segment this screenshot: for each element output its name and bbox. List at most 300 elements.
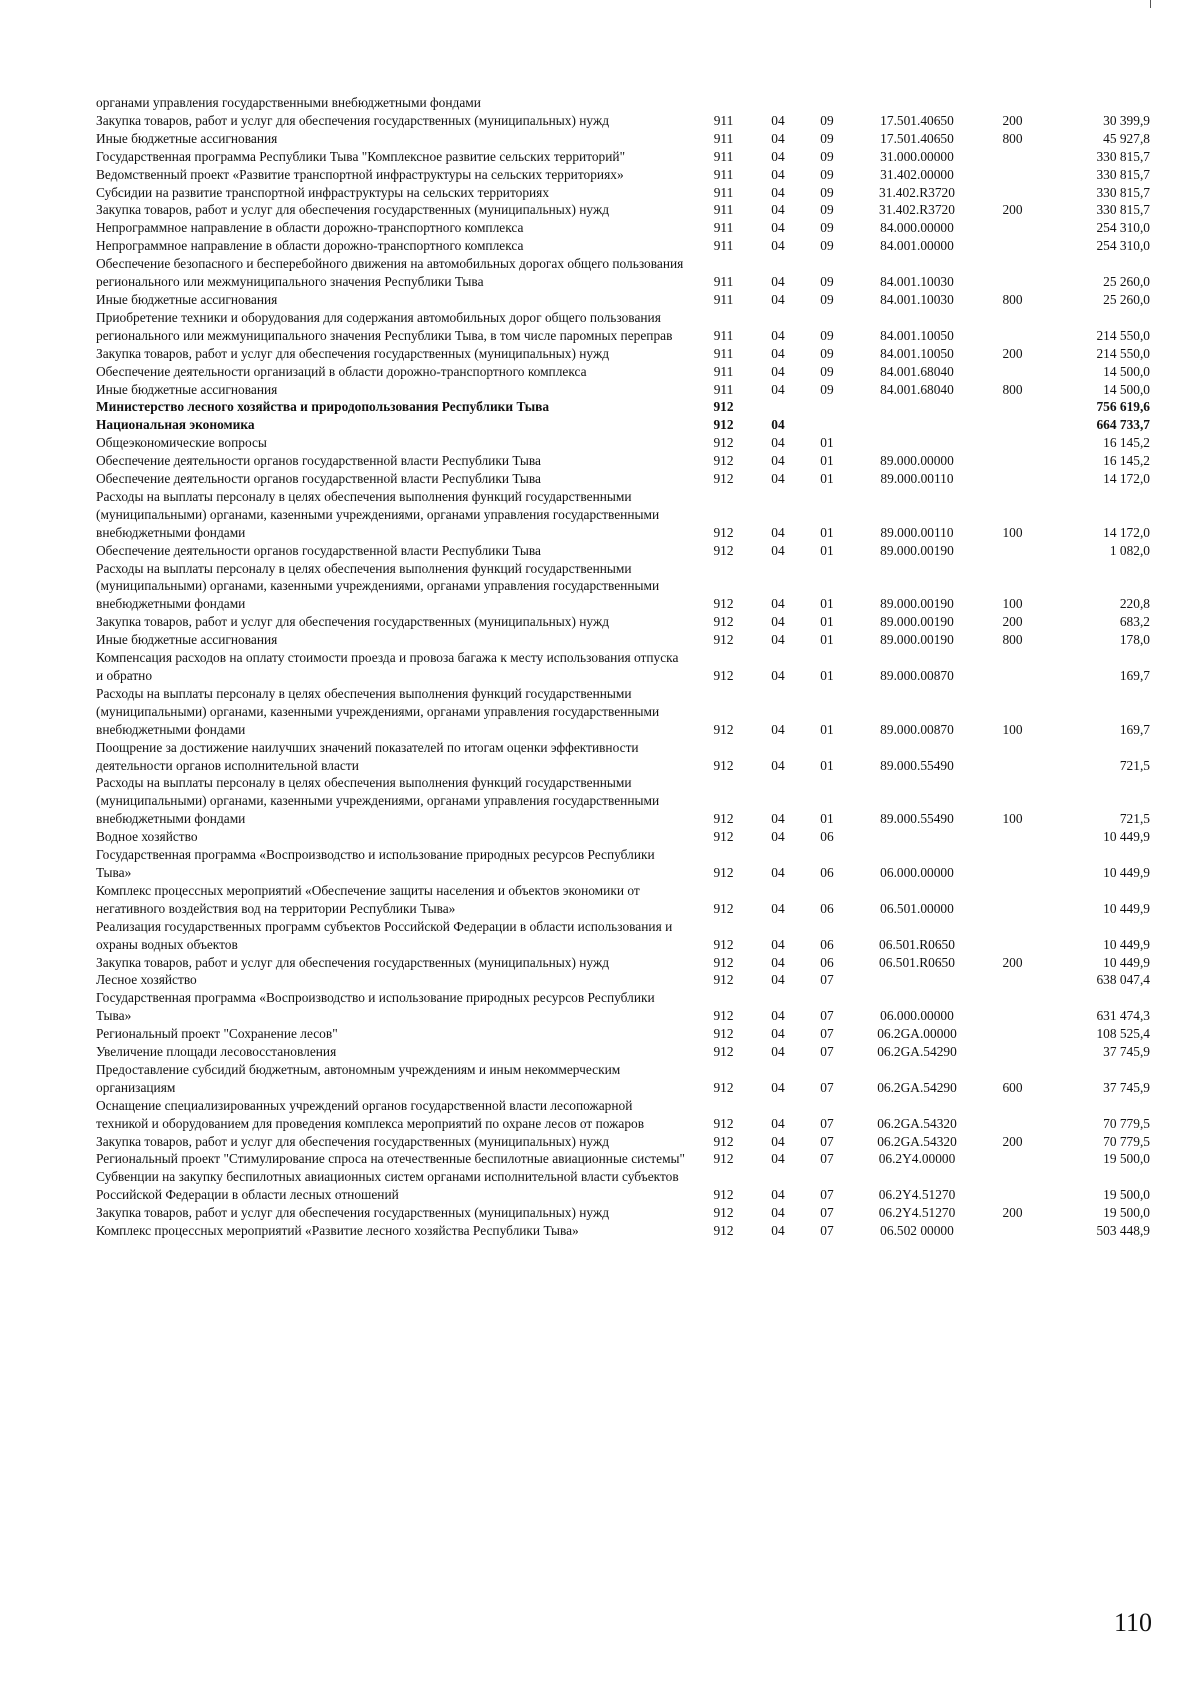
- row-amount: 330 815,7: [1096, 184, 1150, 200]
- row-subsection: 09: [820, 274, 834, 290]
- row-amount: 721,5: [1119, 811, 1150, 827]
- row-target-article: 89.000.00190: [880, 596, 954, 612]
- row-target-article: 17.501.40650: [880, 112, 954, 128]
- row-subsection: 06: [820, 936, 834, 952]
- row-grbs: 912: [713, 524, 734, 540]
- row-grbs: 912: [713, 721, 734, 737]
- row-name: Министерство лесного хозяйства и природопользования Республики Тыва: [96, 399, 550, 415]
- row-section: 04: [771, 721, 785, 737]
- row-grbs: 912: [713, 811, 734, 827]
- row-subsection: 01: [820, 524, 834, 540]
- row-name: Государственная программа «Воспроизводство и использование природных ресурсов Республики Тыва»: [96, 847, 655, 880]
- row-name: органами управления государственными внебюджетными фондами: [96, 95, 481, 110]
- row-section: 04: [771, 453, 785, 469]
- row-section: 04: [771, 1115, 785, 1131]
- row-subsection: 01: [820, 614, 834, 630]
- row-amount: 10 449,9: [1103, 829, 1150, 845]
- row-subsection: 06: [820, 829, 834, 845]
- table-row: [96, 971, 1156, 989]
- row-target-article: 89.000.00870: [880, 721, 954, 737]
- row-name: Лесное хозяйство: [96, 972, 197, 988]
- row-section: 04: [771, 471, 785, 487]
- row-target-article: 06.501.00000: [880, 900, 954, 916]
- row-target-article: 89.000.00870: [880, 668, 954, 683]
- table-row: [96, 345, 1156, 363]
- row-target-article: 31.402.R3720: [879, 184, 955, 200]
- row-amount: 721,5: [1119, 757, 1150, 773]
- row-amount: 25 260,0: [1103, 291, 1150, 307]
- row-section: 04: [771, 757, 785, 773]
- row-section: 04: [771, 417, 785, 433]
- row-section: 04: [771, 936, 785, 952]
- row-amount: 214 550,0: [1096, 345, 1150, 361]
- row-name: Реализация государственных программ субъектов Российской Федерации в области использования и охраны водных объектов: [96, 918, 673, 952]
- row-name: Непрограммное направление в области дорожно-транспортного комплекса: [96, 238, 524, 254]
- row-subsection: 01: [820, 471, 834, 487]
- table-row: [96, 255, 1156, 291]
- row-amount: 19 500,0: [1103, 1187, 1150, 1203]
- row-section: 04: [771, 345, 785, 361]
- row-expense-type: 800: [1002, 632, 1023, 648]
- row-subsection: 07: [820, 1026, 834, 1042]
- row-grbs: 911: [713, 148, 734, 164]
- row-name: Компенсация расходов на оплату стоимости проезда и провоза багажа к месту использования отпуска и обратно: [96, 650, 679, 683]
- row-expense-type: 200: [1002, 1205, 1023, 1221]
- row-section: 04: [771, 291, 785, 307]
- row-amount: 25 260,0: [1103, 274, 1150, 290]
- row-name: Закупка товаров, работ и услуг для обеспечения государственных (муниципальных) нужд: [96, 1133, 610, 1149]
- table-row: [96, 613, 1156, 631]
- row-subsection: 09: [820, 381, 834, 397]
- row-grbs: 912: [713, 453, 734, 469]
- table-row: [96, 488, 1156, 542]
- row-amount: 108 525,4: [1096, 1026, 1150, 1042]
- row-grbs: 912: [713, 668, 734, 683]
- row-name: Национальная экономика: [96, 417, 255, 433]
- row-section: 04: [771, 130, 785, 146]
- row-section: 04: [771, 1008, 785, 1024]
- row-section: 04: [771, 972, 785, 988]
- row-grbs: 912: [713, 1026, 734, 1042]
- row-subsection: 01: [820, 632, 834, 648]
- row-name: Иные бюджетные ассигнования: [96, 632, 278, 648]
- row-target-article: 89.000.00190: [880, 542, 954, 558]
- row-subsection: 01: [820, 453, 834, 469]
- table-row: [96, 201, 1156, 219]
- row-grbs: 912: [713, 632, 734, 648]
- row-expense-type: 800: [1002, 130, 1023, 146]
- row-target-article: 89.000.55490: [880, 811, 954, 827]
- row-amount: 169,7: [1119, 668, 1150, 683]
- row-target-article: 06.2GA.54290: [877, 1079, 957, 1095]
- row-grbs: 912: [713, 900, 734, 916]
- row-name: Иные бюджетные ассигнования: [96, 291, 278, 307]
- row-grbs: 912: [713, 399, 734, 415]
- row-name: Обеспечение деятельности органов государственной власти Республики Тыва: [96, 453, 541, 469]
- row-grbs: 912: [713, 1187, 734, 1203]
- row-section: 04: [771, 327, 785, 343]
- row-subsection: 09: [820, 220, 834, 236]
- table-row: [96, 470, 1156, 488]
- row-name: Государственная программа Республики Тыва "Комплексное развитие сельских территорий": [96, 148, 626, 164]
- table-row: [96, 1204, 1156, 1222]
- row-amount: 14 500,0: [1103, 381, 1150, 397]
- row-subsection: 06: [820, 900, 834, 916]
- scan-mark: [1150, 0, 1151, 8]
- row-amount: 45 927,8: [1103, 130, 1150, 146]
- row-amount: 178,0: [1119, 632, 1150, 648]
- row-expense-type: 100: [1002, 811, 1023, 827]
- row-amount: 37 745,9: [1103, 1079, 1150, 1095]
- row-amount: 1 082,0: [1109, 542, 1150, 558]
- row-name: Комплекс процессных мероприятий «Обеспечение защиты населения и объектов экономики от негативного воздействия вод на территории Республики Тыва»: [96, 882, 640, 916]
- row-grbs: 911: [713, 184, 734, 200]
- row-target-article: 06.2GA.54290: [877, 1044, 957, 1060]
- row-amount: 330 815,7: [1096, 148, 1150, 164]
- row-expense-type: 100: [1002, 596, 1023, 612]
- table-row: [96, 560, 1156, 614]
- table-row: [96, 1061, 1156, 1097]
- row-name: Субсидии на развитие транспортной инфраструктуры на сельских территориях: [96, 184, 550, 200]
- row-target-article: 06.000.00000: [880, 864, 954, 880]
- row-subsection: 09: [820, 327, 834, 343]
- table-row: [96, 1168, 1156, 1204]
- row-expense-type: 200: [1002, 614, 1023, 630]
- row-grbs: 911: [713, 112, 734, 128]
- row-grbs: 912: [713, 1008, 734, 1024]
- row-grbs: 911: [713, 274, 734, 290]
- table-row: [96, 954, 1156, 972]
- row-name: Приобретение техники и оборудования для содержания автомобильных дорог общего пользования регионального или межмуниципального значения Республики Тыва, в том числе паромных переправ: [96, 309, 673, 343]
- row-subsection: 07: [820, 1187, 834, 1203]
- row-expense-type: 100: [1002, 524, 1023, 540]
- row-expense-type: 200: [1002, 112, 1023, 128]
- table-row: [96, 398, 1156, 416]
- row-section: 04: [771, 166, 785, 182]
- row-subsection: 09: [820, 148, 834, 164]
- row-section: 04: [771, 363, 785, 379]
- row-grbs: 911: [713, 220, 734, 236]
- row-target-article: 06.2GA.00000: [877, 1026, 957, 1042]
- table-row: [96, 1222, 1156, 1240]
- row-expense-type: 200: [1002, 954, 1023, 970]
- row-section: 04: [771, 148, 785, 164]
- row-name: Иные бюджетные ассигнования: [96, 381, 278, 397]
- row-subsection: 09: [820, 238, 834, 254]
- row-subsection: 07: [820, 1151, 834, 1167]
- row-amount: 169,7: [1119, 721, 1150, 737]
- row-section: 04: [771, 811, 785, 827]
- row-name: Расходы на выплаты персоналу в целях обеспечения выполнения функций государственными (муниципальными) органами, казенными учреждениями, органами управления государственными внебюджетными фондами: [96, 685, 660, 737]
- row-name: Предоставление субсидий бюджетным, автономным учреждениям и иным некоммерческим организациям: [96, 1061, 621, 1095]
- row-amount: 10 449,9: [1103, 954, 1150, 970]
- row-subsection: 09: [820, 202, 834, 218]
- row-amount: 19 500,0: [1103, 1205, 1150, 1221]
- row-section: 04: [771, 829, 785, 845]
- row-amount: 10 449,9: [1103, 936, 1150, 952]
- row-grbs: 912: [713, 757, 734, 773]
- row-target-article: 89.000.00110: [880, 471, 954, 487]
- row-name: Закупка товаров, работ и услуг для обеспечения государственных (муниципальных) нужд: [96, 1205, 610, 1221]
- table-row: [96, 416, 1156, 434]
- row-section: 04: [771, 1133, 785, 1149]
- row-section: 04: [771, 1223, 785, 1239]
- row-subsection: 01: [820, 668, 834, 683]
- row-target-article: 84.001.10030: [880, 274, 954, 290]
- row-section: 04: [771, 381, 785, 397]
- row-subsection: 09: [820, 363, 834, 379]
- row-amount: 683,2: [1119, 614, 1150, 630]
- row-grbs: 912: [713, 1079, 734, 1095]
- row-name: Непрограммное направление в области дорожно-транспортного комплекса: [96, 220, 524, 236]
- table-row: [96, 918, 1156, 954]
- row-grbs: 911: [713, 202, 734, 218]
- row-expense-type: 200: [1002, 202, 1023, 218]
- row-amount: 10 449,9: [1103, 900, 1150, 916]
- table-row: [96, 1133, 1156, 1151]
- row-section: 04: [771, 1151, 785, 1167]
- table-row: [96, 237, 1156, 255]
- row-section: 04: [771, 220, 785, 236]
- row-grbs: 912: [713, 829, 734, 845]
- row-grbs: 911: [713, 345, 734, 361]
- row-name: Закупка товаров, работ и услуг для обеспечения государственных (муниципальных) нужд: [96, 112, 610, 128]
- row-target-article: 89.000.00190: [880, 614, 954, 630]
- table-row: [96, 846, 1156, 882]
- table-row: [96, 1097, 1156, 1133]
- row-name: Оснащение специализированных учреждений органов государственной власти лесопожарной техникой и оборудованием для проведения комплекса мероприятий по охране лесов от пожаров: [96, 1097, 645, 1131]
- row-grbs: 912: [713, 471, 734, 487]
- row-name: Закупка товаров, работ и услуг для обеспечения государственных (муниципальных) нужд: [96, 614, 610, 630]
- row-section: 04: [771, 202, 785, 218]
- row-grbs: 912: [713, 1151, 734, 1167]
- row-grbs: 912: [713, 1223, 734, 1239]
- row-grbs: 912: [713, 435, 734, 451]
- row-expense-type: 600: [1002, 1079, 1023, 1095]
- row-name: Расходы на выплаты персоналу в целях обеспечения выполнения функций государственными (муниципальными) органами, казенными учреждениями, органами управления государственными внебюджетными фондами: [96, 488, 660, 540]
- row-grbs: 911: [713, 130, 734, 146]
- row-expense-type: 800: [1002, 291, 1023, 307]
- row-grbs: 911: [713, 327, 734, 343]
- row-section: 04: [771, 1026, 785, 1042]
- row-grbs: 911: [713, 166, 734, 182]
- row-target-article: 89.000.00110: [880, 524, 954, 540]
- row-name: Закупка товаров, работ и услуг для обеспечения государственных (муниципальных) нужд: [96, 345, 610, 361]
- page-number: 110: [1113, 1608, 1152, 1637]
- table-row: [96, 148, 1156, 166]
- budget-table: [96, 94, 1156, 1240]
- row-subsection: 01: [820, 811, 834, 827]
- row-target-article: 31.402.R3720: [879, 202, 955, 218]
- row-name: Закупка товаров, работ и услуг для обеспечения государственных (муниципальных) нужд: [96, 202, 610, 218]
- table-row: [96, 774, 1156, 828]
- row-section: 04: [771, 900, 785, 916]
- table-row: [96, 685, 1156, 739]
- row-name: Поощрение за достижение наилучших значений показателей по итогам оценки эффективности деятельности органов исполнительной власти: [96, 739, 639, 773]
- row-name: Обеспечение деятельности организаций в области дорожно-транспортного комплекса: [96, 363, 587, 379]
- row-expense-type: 100: [1002, 721, 1023, 737]
- row-section: 04: [771, 864, 785, 880]
- row-amount: 214 550,0: [1096, 327, 1150, 343]
- row-name: Общеэкономические вопросы: [96, 435, 267, 451]
- row-name: Региональный проект "Стимулирование спроса на отечественные беспилотные авиационные системы": [96, 1151, 686, 1167]
- row-target-article: 84.001.10050: [880, 327, 954, 343]
- row-target-article: 06.2Y4.00000: [878, 1151, 956, 1167]
- table-row: [96, 381, 1156, 399]
- row-grbs: 912: [713, 417, 734, 433]
- row-target-article: 84.001.10030: [880, 291, 954, 307]
- row-name: Обеспечение безопасного и бесперебойного движения на автомобильных дорогах общего пользования регионального или межмуниципального значения Республики Тыва: [96, 256, 684, 290]
- row-subsection: 01: [820, 542, 834, 558]
- row-subsection: 01: [820, 721, 834, 737]
- row-name: Обеспечение деятельности органов государственной власти Республики Тыва: [96, 542, 541, 558]
- row-amount: 70 779,5: [1103, 1115, 1150, 1131]
- row-name: Расходы на выплаты персоналу в целях обеспечения выполнения функций государственными (муниципальными) органами, казенными учреждениями, органами управления государственными внебюджетными фондами: [96, 560, 660, 612]
- row-grbs: 911: [713, 381, 734, 397]
- row-section: 04: [771, 1205, 785, 1221]
- row-amount: 638 047,4: [1096, 972, 1150, 988]
- row-target-article: 06.501.R0650: [879, 936, 955, 952]
- row-grbs: 912: [713, 542, 734, 558]
- row-subsection: 09: [820, 184, 834, 200]
- row-grbs: 912: [713, 1044, 734, 1060]
- row-subsection: 07: [820, 1223, 834, 1239]
- row-subsection: 07: [820, 1115, 834, 1131]
- row-section: 04: [771, 435, 785, 451]
- row-subsection: 07: [820, 1079, 834, 1095]
- row-subsection: 06: [820, 954, 834, 970]
- table-row: [96, 1150, 1156, 1168]
- table-row: [96, 184, 1156, 202]
- row-target-article: 84.000.00000: [880, 220, 954, 236]
- table-row: [96, 452, 1156, 470]
- row-subsection: 06: [820, 864, 834, 880]
- row-grbs: 911: [713, 238, 734, 254]
- row-grbs: 912: [713, 1205, 734, 1221]
- table-row: [96, 1043, 1156, 1061]
- row-grbs: 912: [713, 1115, 734, 1131]
- row-amount: 330 815,7: [1096, 166, 1150, 182]
- row-section: 04: [771, 1079, 785, 1095]
- row-amount: 14 172,0: [1103, 471, 1150, 487]
- row-name: Расходы на выплаты персоналу в целях обеспечения выполнения функций государственными (муниципальными) органами, казенными учреждениями, органами управления государственными внебюджетными фондами: [96, 775, 660, 827]
- row-name: Государственная программа «Воспроизводство и использование природных ресурсов Республики Тыва»: [96, 990, 655, 1024]
- row-subsection: 07: [820, 972, 834, 988]
- row-target-article: 89.000.00190: [880, 632, 954, 648]
- row-name: Региональный проект "Сохранение лесов": [96, 1026, 338, 1042]
- row-grbs: 912: [713, 864, 734, 880]
- table-row: [96, 291, 1156, 309]
- row-name: Увеличение площади лесовосстановления: [96, 1044, 337, 1060]
- row-section: 04: [771, 542, 785, 558]
- row-name: Субвенции на закупку беспилотных авиационных систем органами исполнительной власти субъектов Российской Федерации в области лесных отношений: [96, 1169, 679, 1203]
- table-row: [96, 363, 1156, 381]
- row-amount: 220,8: [1119, 596, 1150, 612]
- table-row: [96, 828, 1156, 846]
- row-grbs: 911: [713, 363, 734, 379]
- row-subsection: 01: [820, 757, 834, 773]
- row-target-article: 31.000.00000: [880, 148, 954, 164]
- row-section: 04: [771, 1187, 785, 1203]
- table-row: [96, 649, 1156, 685]
- table-row: [96, 219, 1156, 237]
- row-section: 04: [771, 1044, 785, 1060]
- table-row: [96, 309, 1156, 345]
- row-grbs: 912: [713, 954, 734, 970]
- row-name: Ведомственный проект «Развитие транспортной инфраструктуры на сельских территориях»: [96, 166, 624, 182]
- row-amount: 30 399,9: [1103, 112, 1150, 128]
- row-subsection: 07: [820, 1205, 834, 1221]
- row-amount: 756 619,6: [1096, 399, 1150, 415]
- row-target-article: 89.000.00000: [880, 453, 954, 469]
- row-subsection: 09: [820, 112, 834, 128]
- row-amount: 19 500,0: [1103, 1151, 1150, 1167]
- row-name: Водное хозяйство: [96, 829, 198, 845]
- row-target-article: 17.501.40650: [880, 130, 954, 146]
- row-grbs: 912: [713, 1133, 734, 1149]
- row-name: Закупка товаров, работ и услуг для обеспечения государственных (муниципальных) нужд: [96, 954, 610, 970]
- row-target-article: 06.2GA.54320: [877, 1115, 957, 1131]
- row-expense-type: 200: [1002, 1133, 1023, 1149]
- row-section: 04: [771, 238, 785, 254]
- row-grbs: 912: [713, 596, 734, 612]
- row-amount: 16 145,2: [1103, 453, 1150, 469]
- row-target-article: 84.001.10050: [880, 345, 954, 361]
- row-target-article: 06.2Y4.51270: [878, 1205, 956, 1221]
- row-target-article: 31.402.00000: [880, 166, 954, 182]
- row-amount: 37 745,9: [1103, 1044, 1150, 1060]
- row-section: 04: [771, 184, 785, 200]
- row-amount: 10 449,9: [1103, 864, 1150, 880]
- row-section: 04: [771, 596, 785, 612]
- row-amount: 631 474,3: [1096, 1008, 1150, 1024]
- table-row: [96, 882, 1156, 918]
- row-amount: 330 815,7: [1096, 202, 1150, 218]
- row-section: 04: [771, 524, 785, 540]
- row-section: 04: [771, 274, 785, 290]
- row-subsection: 09: [820, 291, 834, 307]
- row-subsection: 07: [820, 1008, 834, 1024]
- row-subsection: 01: [820, 435, 834, 451]
- row-amount: 14 172,0: [1103, 524, 1150, 540]
- row-target-article: 89.000.55490: [880, 757, 954, 773]
- row-amount: 16 145,2: [1103, 435, 1150, 451]
- row-target-article: 06.000.00000: [880, 1008, 954, 1024]
- table-row: [96, 434, 1156, 452]
- table-row: [96, 112, 1156, 130]
- row-name: Комплекс процессных мероприятий «Развитие лесного хозяйства Республики Тыва»: [96, 1223, 579, 1239]
- table-row: [96, 542, 1156, 560]
- table-row: [96, 989, 1156, 1025]
- row-section: 04: [771, 614, 785, 630]
- row-name: Иные бюджетные ассигнования: [96, 130, 278, 146]
- row-grbs: 912: [713, 936, 734, 952]
- table-row: [96, 130, 1156, 148]
- row-target-article: 84.001.68040: [880, 381, 954, 397]
- row-subsection: 09: [820, 166, 834, 182]
- row-subsection: 07: [820, 1044, 834, 1060]
- row-amount: 254 310,0: [1096, 238, 1150, 254]
- table-row: [96, 739, 1156, 775]
- row-expense-type: 800: [1002, 381, 1023, 397]
- row-section: 04: [771, 112, 785, 128]
- table-row: [96, 94, 1156, 112]
- row-amount: 70 779,5: [1103, 1133, 1150, 1149]
- row-target-article: 06.2GA.54320: [877, 1133, 957, 1149]
- row-grbs: 912: [713, 972, 734, 988]
- row-subsection: 09: [820, 130, 834, 146]
- row-grbs: 912: [713, 614, 734, 630]
